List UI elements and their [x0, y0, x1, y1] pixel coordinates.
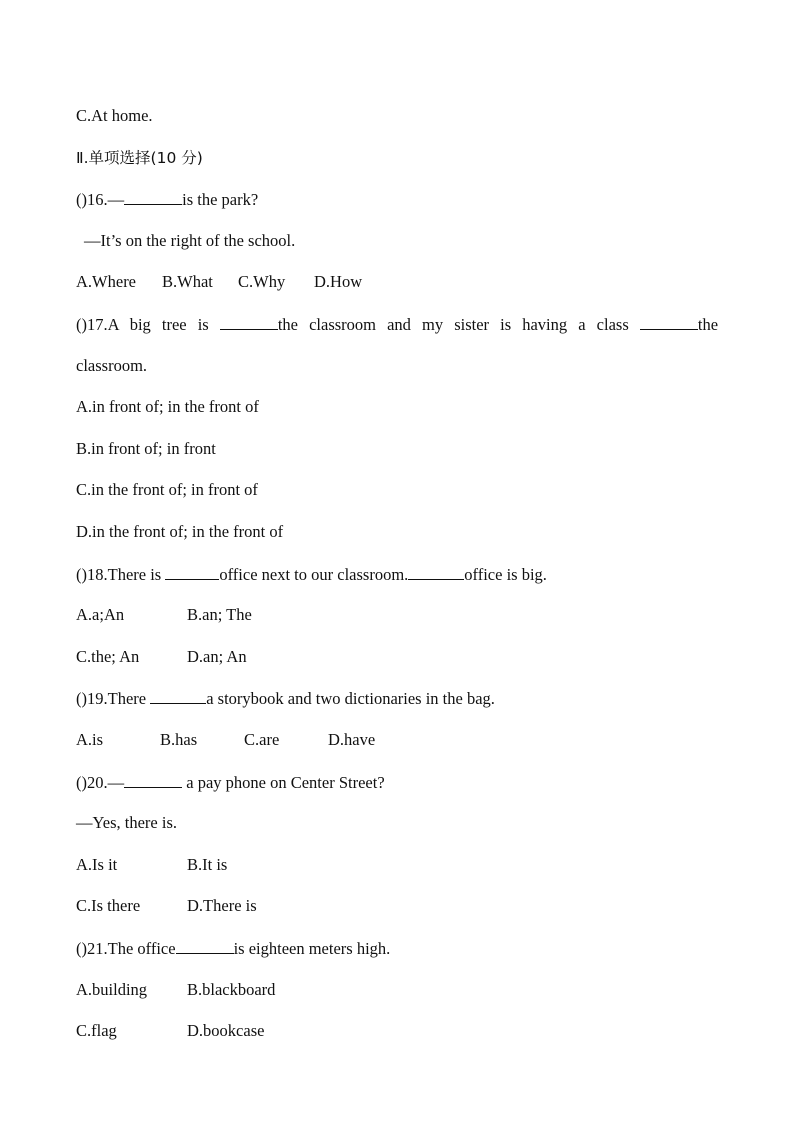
option-a: A.in front of; in the front of [76, 397, 259, 416]
question-21-text: is eighteen meters high. [233, 939, 391, 958]
question-18-text-end: office is big. [464, 565, 547, 584]
question-20-response: —Yes, there is. [76, 813, 177, 832]
option-c: C.Is there [76, 896, 141, 915]
answer-blank [176, 938, 234, 954]
answer-blank [640, 314, 698, 330]
question-16-text: is the park? [182, 190, 259, 209]
option-d: D.in the front of; in the front of [76, 522, 284, 541]
answer-blank [165, 564, 219, 580]
question-16-number: ()16.— [76, 190, 125, 209]
option-b: B.in front of; in front [76, 439, 216, 458]
question-21 [76, 938, 390, 959]
answer-blank [220, 314, 278, 330]
answer-blank [124, 772, 182, 788]
option-d: D.have [328, 730, 376, 749]
option-d: D.an; An [187, 647, 247, 666]
answer-blank [150, 688, 206, 704]
answer-blank [124, 189, 182, 205]
question-16-response: —It’s on the right of the school. [84, 231, 296, 250]
question-21-number: ()21.The office [76, 939, 176, 958]
option-d: D.How [314, 272, 363, 291]
option-a: A.a;An [76, 605, 125, 624]
question-17-number: ()17.A big tree is [76, 315, 209, 334]
previous-option-c: C.At home. [76, 106, 153, 125]
option-b: B.What [162, 272, 213, 291]
option-c: C.flag [76, 1021, 117, 1040]
question-19-number: ()19.There [76, 689, 147, 708]
option-d: D.There is [187, 896, 257, 915]
option-b: B.has [160, 730, 198, 749]
option-a: A.building [76, 980, 148, 999]
question-16 [76, 189, 258, 210]
option-a: A.Where [76, 272, 137, 291]
question-18-text: office next to our classroom. [219, 565, 409, 584]
section-heading: Ⅱ.单项选择(10 分) [76, 149, 203, 167]
question-20-number: ()20.— [76, 773, 125, 792]
option-d: D.bookcase [187, 1021, 265, 1040]
option-c: C.Why [238, 272, 286, 291]
option-c: C.are [244, 730, 280, 749]
question-17-continuation: classroom. [76, 356, 148, 375]
question-18 [76, 564, 547, 585]
option-c: C.the; An [76, 647, 140, 666]
answer-blank [408, 564, 464, 580]
question-18-number: ()18.There is [76, 565, 162, 584]
option-b: B.an; The [187, 605, 252, 624]
question-17-text-end: the [697, 315, 719, 334]
option-b: B.It is [187, 855, 228, 874]
question-19-text: a storybook and two dictionaries in the bag. [206, 689, 495, 708]
question-20 [76, 772, 385, 793]
option-a: A.is [76, 730, 104, 749]
question-20-text: a pay phone on Center Street? [186, 773, 385, 792]
question-19 [76, 688, 495, 709]
option-b: B.blackboard [187, 980, 276, 999]
option-a: A.Is it [76, 855, 118, 874]
option-c: C.in the front of; in front of [76, 480, 258, 499]
question-17-text: the classroom and my sister is having a class [277, 315, 629, 334]
question-17 [76, 314, 718, 335]
